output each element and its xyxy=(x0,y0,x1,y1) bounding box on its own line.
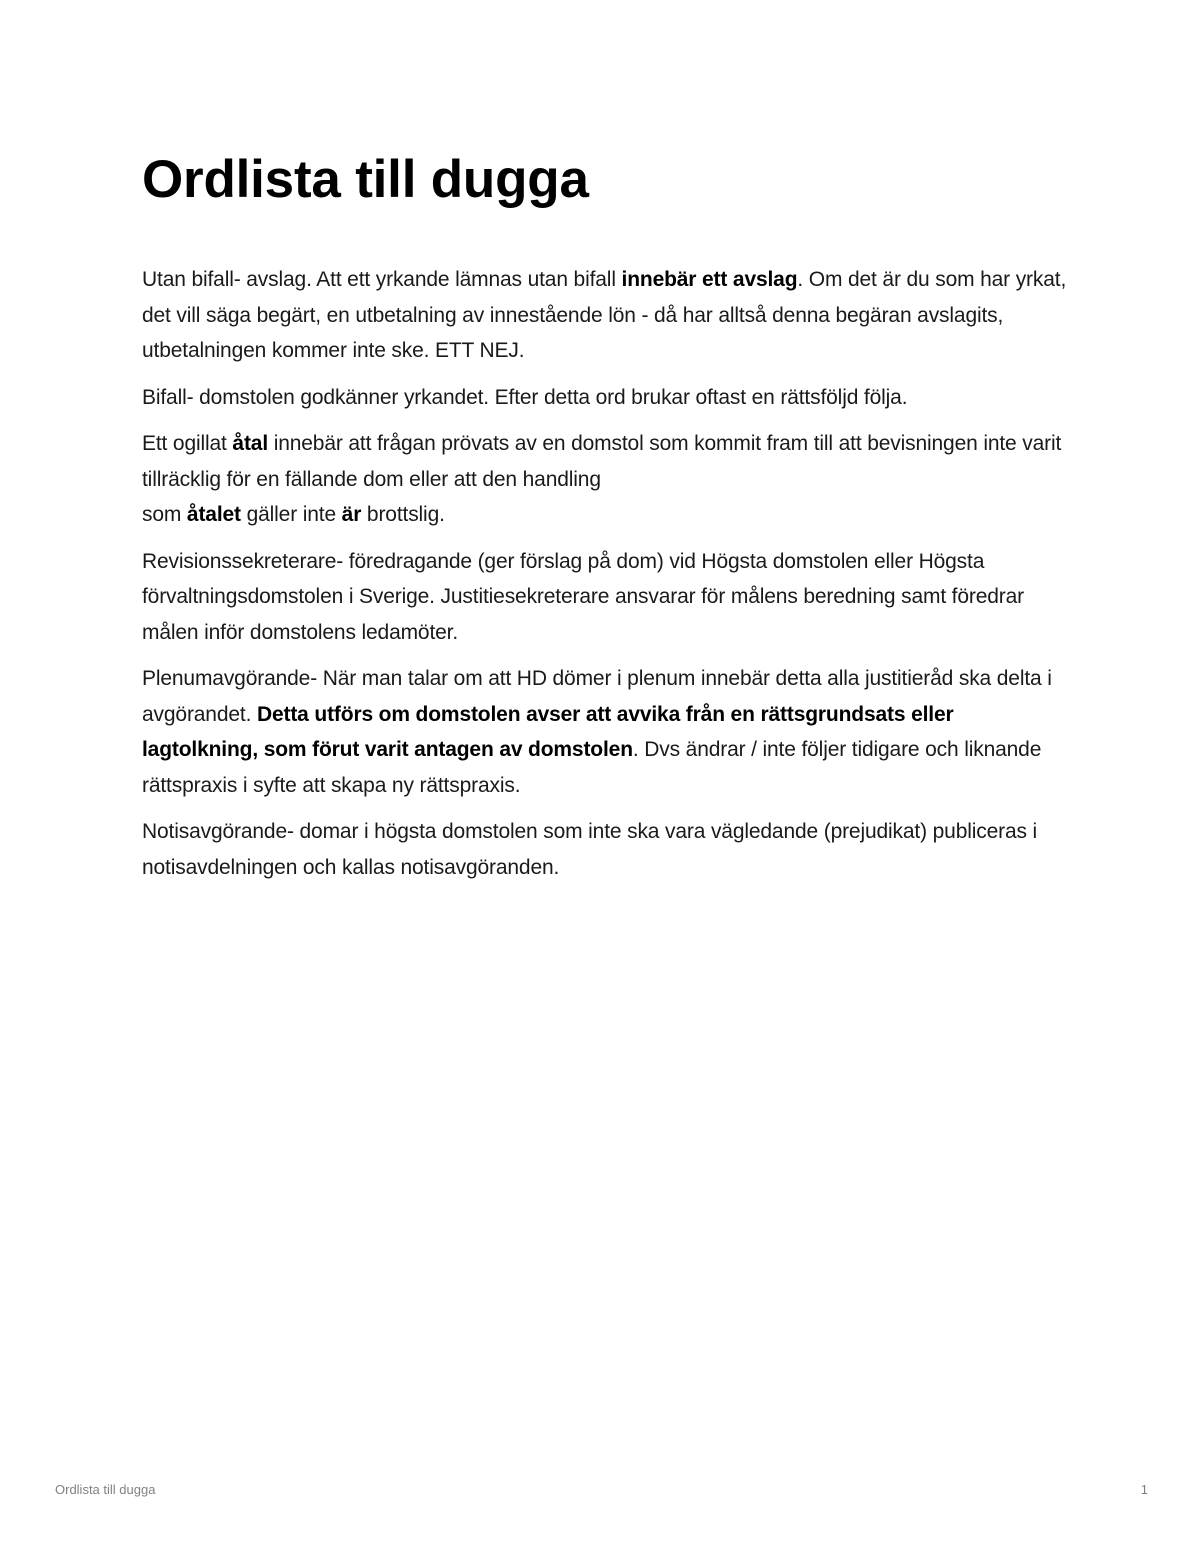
paragraph-notisavgorande xyxy=(142,814,1067,885)
paragraph-text: brottslig. xyxy=(361,503,445,526)
paragraph-text: Revisionssekreterare- föredragande (ger förslag på dom) vid Högsta domstolen eller Högsta förvaltningsdomstolen i Sverige. Justitiesekreterare ansvarar för målens beredning samt föredrar målen inför domstolens ledamöter. xyxy=(142,549,1025,644)
bold-text: åtal xyxy=(232,432,269,455)
paragraph-text: som xyxy=(142,503,187,526)
document-body xyxy=(142,142,1067,896)
paragraph-text: . Dvs ändrar / inte följer tidigare och liknande rättspraxis i syfte att skapa ny rättspraxis. xyxy=(142,738,1042,797)
bold-text: är xyxy=(341,503,362,526)
paragraph-text: Utan bifall- avslag. Att ett yrkande lämnas utan bifall xyxy=(142,268,622,291)
paragraph-text: innebär att frågan prövats av en domstol som kommit fram till att bevisningen inte varit tillräcklig för en fällande dom eller att den handling xyxy=(142,432,1062,491)
paragraph-revisionssekreterare xyxy=(142,544,1067,651)
paragraph-text: . Om det är du som har yrkat, det vill säga begärt, en utbetalning av innestående lön - då har alltså denna begäran avslagits, utbetalningen kommer inte ske. ETT NEJ. xyxy=(142,268,1067,362)
bold-text: åtalet xyxy=(186,503,241,526)
paragraph-text: Notisavgörande- domar i högsta domstolen som inte ska vara vägledande (prejudikat) publiceras i notisavdelningen och kallas notisavgöranden. xyxy=(142,820,1038,879)
paragraph-text: Ett ogillat xyxy=(142,432,233,455)
paragraph-text: Bifall- domstolen godkänner yrkandet. Efter detta ord brukar oftast en rättsföljd följa. xyxy=(142,385,908,409)
paragraph-plenumavgorande xyxy=(142,661,1067,803)
footer-page-number: 1 xyxy=(1140,1482,1148,1497)
bold-text: innebär ett avslag xyxy=(621,268,798,291)
bold-text: Detta utförs om domstolen avser att avvika från en rättsgrundsats eller lagtolkning, som förut varit antagen av domstolen xyxy=(142,702,954,761)
page-title: Ordlista till dugga xyxy=(142,150,589,209)
footer-document-title: Ordlista till dugga xyxy=(55,1482,156,1497)
paragraph-text: gäller inte xyxy=(240,503,342,526)
paragraph-bifall xyxy=(142,380,1067,416)
paragraph-utan-bifall xyxy=(142,262,1067,369)
paragraph-text: Plenumavgörande- När man talar om att HD dömer i plenum innebär detta alla justitieråd ska delta i avgörandet. xyxy=(142,667,1052,726)
paragraph-ogillat-atal xyxy=(142,426,1067,533)
